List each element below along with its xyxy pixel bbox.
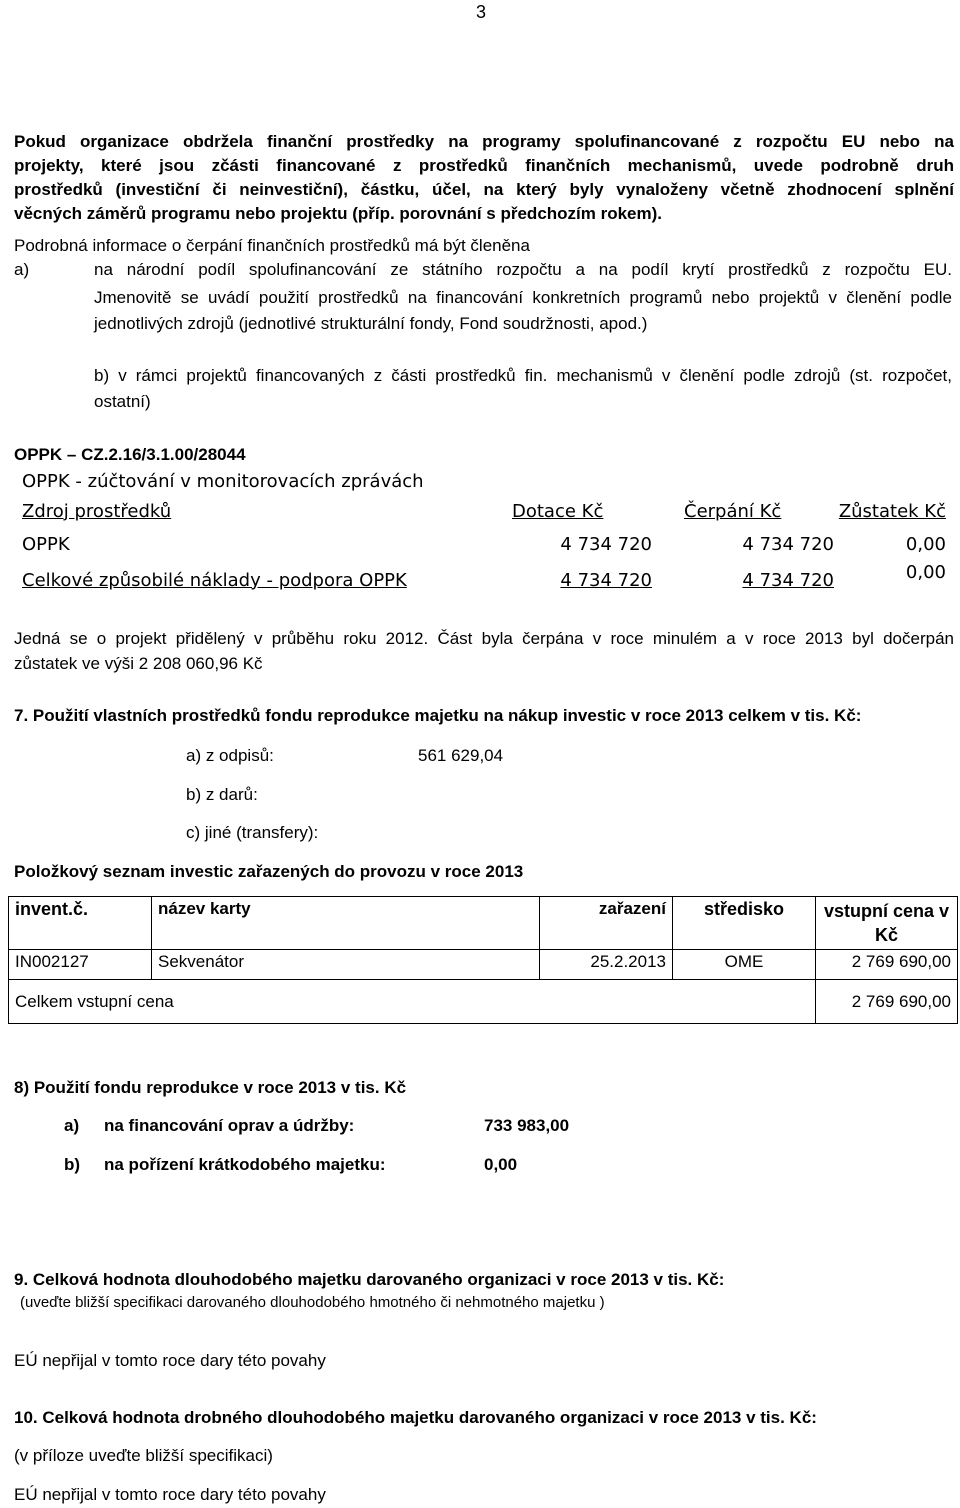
inv-header-date: zařazení	[540, 897, 673, 950]
oppk-header-balance: Zůstatek Kč	[838, 500, 946, 522]
intro-paragraph	[14, 130, 954, 226]
inv-header-center: středisko	[673, 897, 816, 950]
oppk-total-subsidy: 4 734 720	[560, 569, 652, 591]
section8-item-b-value: 0,00	[484, 1155, 518, 1174]
section7-item-a-value: 561 629,04	[418, 746, 504, 765]
section7-item-a-label: a) z odpisů:	[186, 746, 274, 765]
section10-text: EÚ nepřijal v tomto roce dary této povahy	[14, 1485, 326, 1504]
item-b-line1: b) v rámci projektů financovaných z části prostředků fin. mechanismů v členění podle zdrojů (st. rozpočet,	[94, 366, 952, 385]
item-a-line3: jednotlivých zdrojů (jednotlivé strukturální fondy, Fond soudržnosti, apod.)	[94, 314, 648, 333]
section7-title: 7. Použití vlastních prostředků fondu reprodukce majetku na nákup investic v roce 2013 celkem v tis. Kč:	[14, 706, 862, 725]
section8-item-a-label: na financování oprav a údržby:	[104, 1116, 355, 1135]
inv-total-label: Celkem vstupní cena	[9, 980, 816, 1024]
item-b-line2: ostatní)	[94, 392, 151, 411]
section9-note: (uveďte bližší specifikaci darovaného dlouhodobého hmotného či nehmotného majetku )	[20, 1294, 605, 1311]
section10-note: (v příloze uveďte bližší specifikaci)	[14, 1446, 273, 1465]
intro-line: Pokud organizace obdržela finanční prostředky na programy spolufinancované z rozpočtu EU nebo na	[14, 132, 954, 151]
inv-row-number: IN002127	[9, 950, 152, 980]
item-a-line2: Jmenovitě se uvádí použití prostředků na financování konkretních programů nebo projektů v členění podle	[94, 288, 952, 307]
section7-item-b-label: b) z darů:	[186, 785, 258, 804]
oppk-total-balance: 0,00	[905, 562, 946, 583]
page-number: 3	[476, 2, 487, 22]
investment-table	[8, 896, 958, 1024]
inv-header-price: vstupní cena v Kč	[816, 897, 958, 950]
oppk-header-subsidy: Dotace Kč	[512, 500, 604, 522]
section7-item-c-label: c) jiné (transfery):	[186, 823, 319, 842]
inv-row-date: 25.2.2013	[540, 950, 673, 980]
inv-header-name: název karty	[152, 897, 540, 950]
inv-row-price: 2 769 690,00	[816, 950, 958, 980]
project-note-line2: zůstatek ve výši 2 208 060,96 Kč	[14, 654, 263, 673]
inv-total-value: 2 769 690,00	[816, 980, 958, 1024]
section10-title: 10. Celková hodnota drobného dlouhodobého majetku darovaného organizaci v roce 2013 v tis. Kč:	[14, 1408, 817, 1427]
inv-row-center: OME	[673, 950, 816, 980]
oppk-table	[22, 466, 946, 598]
project-code: OPPK – CZ.2.16/3.1.00/28044	[14, 445, 246, 464]
item-a-marker: a)	[14, 260, 30, 279]
inv-header-number: invent.č.	[9, 897, 152, 950]
section8-item-b-marker: b)	[64, 1155, 81, 1174]
oppk-row-drawn: 4 734 720	[742, 533, 834, 555]
section8-item-a-value: 733 983,00	[484, 1116, 570, 1135]
intro-line: projekty, které jsou zčásti financované z prostředků finančních mechanismů, uvede podrobně druh	[14, 156, 954, 175]
section8-title: 8) Použití fondu reprodukce v roce 2013 v tis. Kč	[14, 1078, 407, 1097]
oppk-header-source: Zdroj prostředků	[22, 500, 172, 522]
project-note-line1: Jedná se o projekt přidělený v průběhu roku 2012. Část byla čerpána v roce minulém a v roce 2013 byl dočerpán	[14, 629, 954, 648]
intro-line: prostředků (investiční či neinvestiční), částku, účel, na který byly vynaloženy včetně zhodnocení splnění	[14, 180, 954, 199]
oppk-row-balance: 0,00	[905, 533, 946, 555]
oppk-row-subsidy: 4 734 720	[560, 533, 652, 555]
detail-intro: Podrobná informace o čerpání finančních prostředků má být členěna	[14, 236, 530, 255]
oppk-header-drawn: Čerpání Kč	[684, 500, 782, 522]
oppk-table-title: OPPK - zúčtování v monitorovacích zprávách	[22, 470, 424, 492]
section8-item-a-marker: a)	[64, 1116, 80, 1135]
section9-text: EÚ nepřijal v tomto roce dary této povahy	[14, 1351, 326, 1370]
oppk-total-source: Celkové způsobilé náklady - podpora OPPK	[22, 569, 407, 591]
section7-list-title: Položkový seznam investic zařazených do provozu v roce 2013	[14, 862, 524, 881]
section8-item-b-label: na pořízení krátkodobého majetku:	[104, 1155, 386, 1174]
inv-row-name: Sekvenátor	[152, 950, 540, 980]
oppk-total-drawn: 4 734 720	[742, 569, 834, 591]
section9-title: 9. Celková hodnota dlouhodobého majetku darovaného organizaci v roce 2013 v tis. Kč:	[14, 1270, 725, 1289]
item-a-line1: na národní podíl spolufinancování ze státního rozpočtu a na podíl krytí prostředků z rozpočtu EU.	[94, 260, 952, 279]
intro-line: věcných záměrů programu nebo projektu (příp. porovnání s předchozím rokem).	[14, 204, 663, 223]
oppk-row-source: OPPK	[22, 533, 70, 555]
